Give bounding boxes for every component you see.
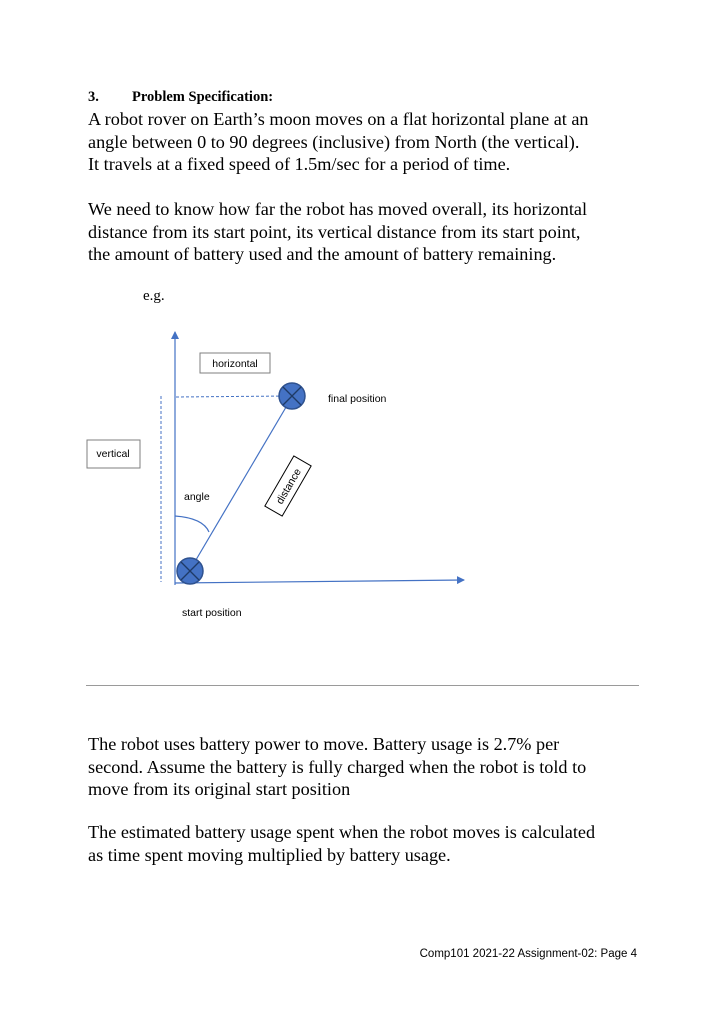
final-position-label: final position <box>328 393 387 405</box>
estimate-paragraph <box>88 821 648 866</box>
example-label: e.g. <box>143 288 165 304</box>
battery-line: The robot uses battery power to move. Battery usage is 2.7% per <box>88 734 560 754</box>
vertical-label-box <box>87 440 140 468</box>
battery-line: move from its original start position <box>88 779 351 799</box>
estimate-line: as time spent moving multiplied by battery usage. <box>88 844 451 865</box>
horizontal-label: horizontal <box>212 358 258 370</box>
page-footer: Comp101 2021-22 Assignment-02: Page 4 <box>419 948 637 960</box>
battery-paragraph <box>88 733 648 801</box>
intro-line: It travels at a fixed speed of 1.5m/sec for a period of time. <box>88 154 511 174</box>
requirement-line: distance from its start point, its vertical distance from its start point, <box>88 221 581 242</box>
horizontal-guide-line <box>176 396 287 397</box>
intro-line: angle between 0 to 90 degrees (inclusive) from North (the vertical). <box>88 131 580 152</box>
angle-label: angle <box>184 491 210 503</box>
start-position-marker <box>177 558 203 584</box>
horizontal-label-box <box>200 353 270 373</box>
section-title: Problem Specification: <box>132 89 274 105</box>
final-position-marker <box>279 383 305 409</box>
requirement-line: the amount of battery used and the amount of battery remaining. <box>88 244 557 264</box>
distance-line <box>190 397 292 570</box>
start-position-label: start position <box>182 607 242 619</box>
distance-label-box <box>265 456 311 516</box>
vertical-label: vertical <box>96 448 130 460</box>
horizontal-axis <box>175 580 464 583</box>
section-divider <box>86 685 639 686</box>
angle-arc <box>175 516 209 532</box>
intro-line: A robot rover on Earth’s moon moves on a flat horizontal plane at an <box>88 109 589 129</box>
section-number: 3. <box>88 89 99 105</box>
distance-label: distance <box>273 466 304 507</box>
estimate-line: The estimated battery usage spent when the robot moves is calculated <box>88 822 596 842</box>
battery-line: second. Assume the battery is fully charged when the robot is told to <box>88 756 587 777</box>
requirement-line: We need to know how far the robot has moved overall, its horizontal <box>88 199 588 219</box>
